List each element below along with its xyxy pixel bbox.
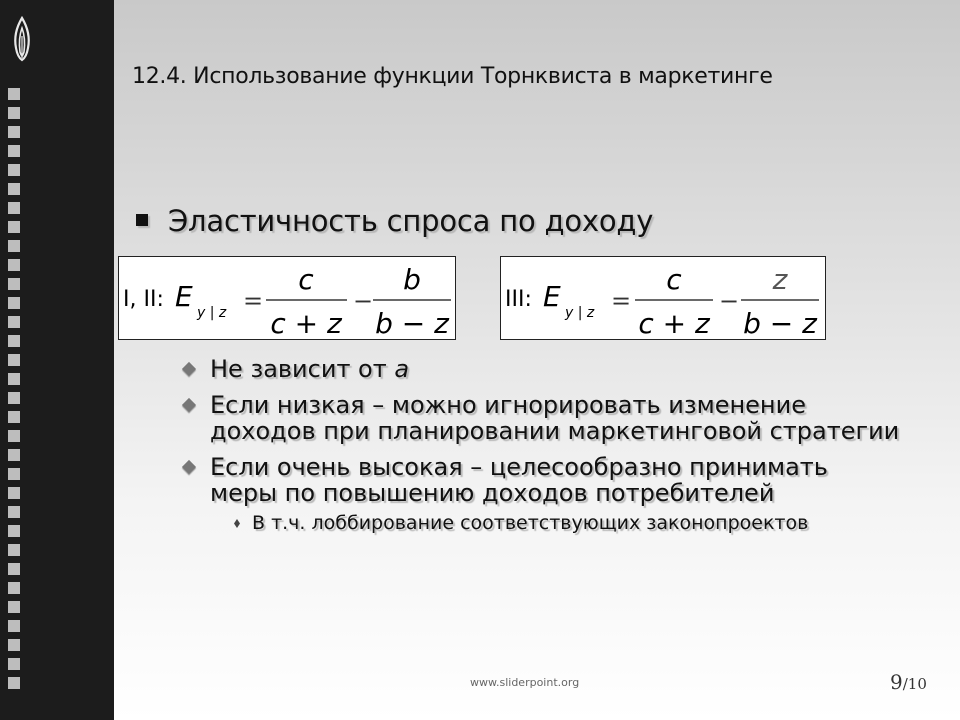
formula-1-term2-den: b − z	[375, 307, 449, 339]
page-number	[890, 670, 927, 694]
sidebar	[0, 0, 114, 720]
formula-2-term1-num: c	[666, 263, 682, 296]
formula-1-lhs: E	[175, 280, 193, 313]
square-bullet-icon	[136, 214, 148, 226]
diamond-bullet-icon	[182, 460, 196, 474]
diamond-bullet-icon	[182, 398, 196, 412]
bullet-text: Если очень высокая – целесообразно принимать меры по повышению доходов потребителей	[210, 453, 828, 507]
formula-1-term1-den: c + z	[270, 307, 342, 339]
formula-2-term2-den: b − z	[743, 307, 817, 339]
formula-1-svg	[119, 257, 455, 339]
bullet-item	[182, 356, 902, 382]
formula-2-lhs: E	[543, 280, 561, 313]
slide-heading	[136, 204, 653, 238]
formula-2-equals: =	[611, 287, 632, 315]
formula-1-subscript: y | z	[197, 305, 227, 321]
diamond-bullet-icon	[182, 362, 196, 376]
formula-2-term1-den: c + z	[638, 307, 710, 339]
formula-1-label: I, II:	[123, 287, 164, 312]
formula-box-2	[500, 256, 826, 340]
bullet-item	[182, 454, 902, 506]
sub-bullet-text: В т.ч. лоббирование соответствующих законопроектов	[252, 512, 809, 534]
sub-bullet-item	[228, 512, 902, 534]
formula-2-subscript: y | z	[565, 305, 595, 321]
bullet-text: Не зависит от	[210, 355, 395, 383]
footer-url: www.sliderpoint.org	[470, 676, 580, 689]
formula-1-term2-num: b	[403, 263, 421, 296]
formula-2-svg	[501, 257, 825, 339]
bullet-item	[182, 392, 902, 444]
formula-2-minus: −	[719, 287, 740, 315]
slide-title: 12.4. Использование функции Торнквиста в маркетинге	[132, 64, 773, 89]
small-diamond-bullet-icon	[234, 519, 240, 528]
formula-1-term1-num: c	[298, 263, 314, 296]
bullet-text-italic: a	[394, 355, 410, 383]
formula-box-1	[118, 256, 456, 340]
sidebar-square-column	[8, 88, 22, 696]
heading-text: Эластичность спроса по доходу	[168, 204, 654, 238]
logo-flame-icon	[6, 14, 38, 64]
bullet-text: Если низкая – можно игнорировать изменение доходов при планировании маркетинговой стратегии	[210, 391, 900, 445]
formula-2-term2-num: z	[772, 263, 788, 296]
formula-1-minus: −	[353, 287, 374, 315]
bullet-list	[182, 356, 902, 534]
formula-2-label: III:	[505, 287, 532, 312]
formula-1-equals: =	[243, 287, 264, 315]
page-current: 9	[890, 670, 903, 694]
page-total: /10	[902, 675, 927, 693]
